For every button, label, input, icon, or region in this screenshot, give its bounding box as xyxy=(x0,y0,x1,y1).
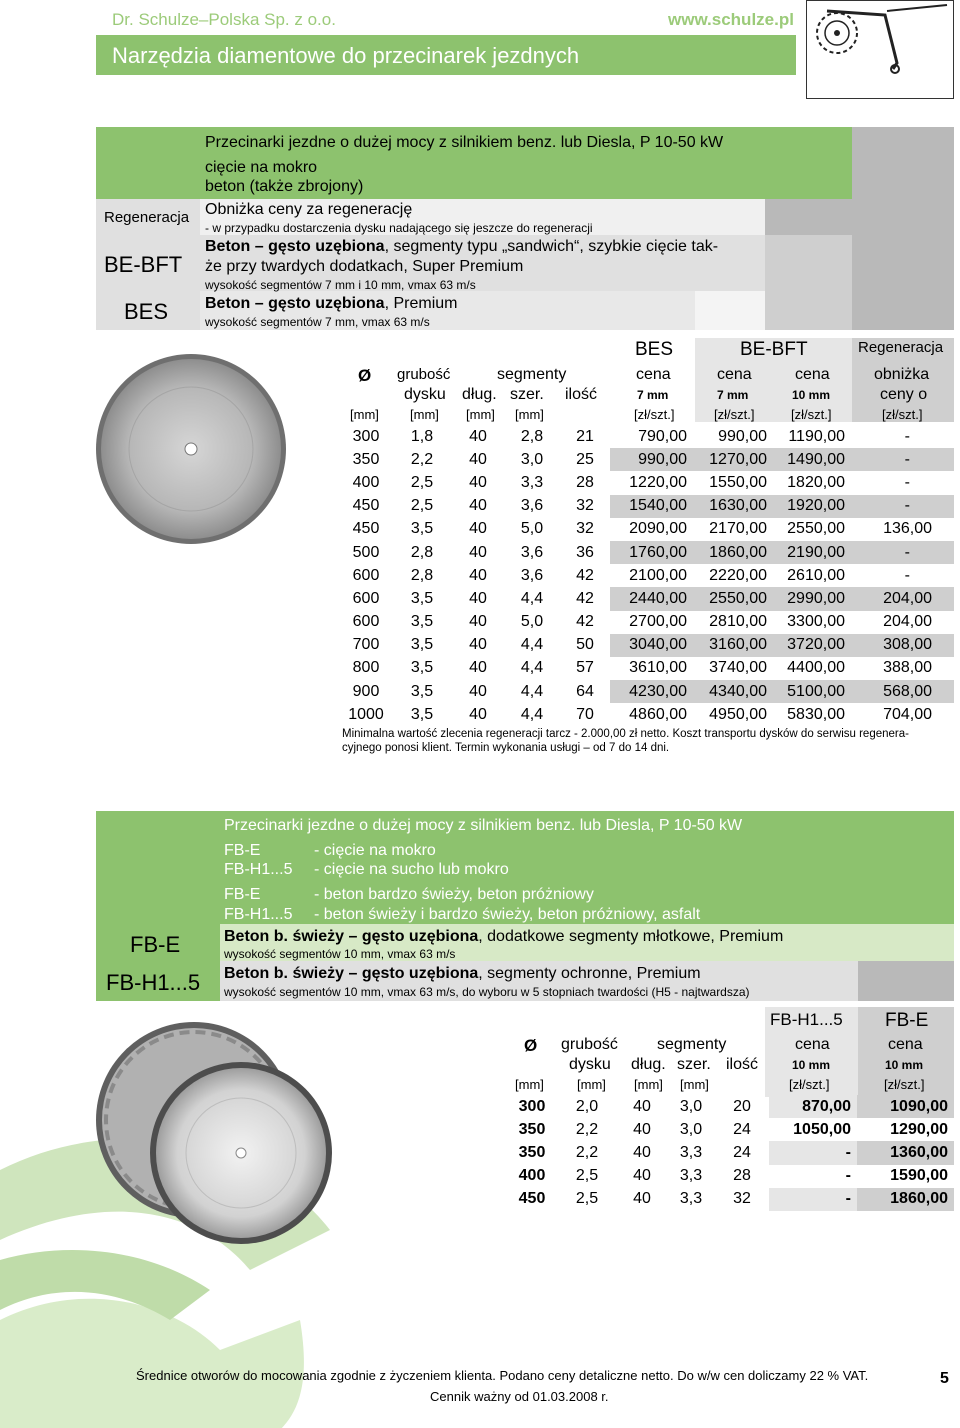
price-table-fb xyxy=(507,1095,954,1211)
website-link[interactable]: www.schulze.pl xyxy=(668,10,794,29)
table-cell: 3,5 xyxy=(410,520,434,538)
table-cell: 2170,00 xyxy=(709,520,767,538)
table-cell: 21 xyxy=(576,427,594,445)
bes-spec: wysokość segmentów 7 mm, vmax 63 m/s xyxy=(205,315,430,329)
fbh-title-rest: , segmenty ochronne, Premium xyxy=(478,965,701,982)
th2-len: dług. xyxy=(631,1056,666,1073)
table-cell: 308,00 xyxy=(851,634,954,657)
table-cell: 40 xyxy=(469,450,487,468)
section2-intro: Przecinarki jezdne o dużej mocy z silnikiem benz. lub Diesla, P 10-50 kW xyxy=(224,817,743,834)
table-cell: 3610,00 xyxy=(629,659,687,677)
table-cell: 2090,00 xyxy=(629,520,687,538)
bebft-title-line2: że przy twardych dodatkach, Super Premium xyxy=(205,258,524,275)
table-row xyxy=(340,448,954,471)
th2-wid: szer. xyxy=(677,1056,711,1073)
table-row xyxy=(340,564,954,587)
table-cell: 4950,00 xyxy=(709,705,767,723)
table-cell: 1540,00 xyxy=(610,495,693,518)
saw-logo-icon xyxy=(806,0,954,99)
table-cell: 3,3 xyxy=(679,1143,703,1161)
table-cell: 5,0 xyxy=(520,520,544,538)
table-cell: 2,5 xyxy=(410,473,434,491)
bebft-title-rest: , segmenty typu „sandwich“, szybkie cięcie tak- xyxy=(384,238,719,255)
table-cell: 450 xyxy=(352,497,380,515)
table-cell: 4230,00 xyxy=(610,680,693,703)
table-cell: 2,8 xyxy=(410,566,434,584)
table-cell: 136,00 xyxy=(883,520,932,538)
table-cell: 40 xyxy=(469,682,487,700)
table-cell: 2610,00 xyxy=(787,566,845,584)
table-cell: 40 xyxy=(469,705,487,723)
unit-thick: [mm] xyxy=(410,407,439,422)
table-row xyxy=(340,425,954,448)
price-table-bes-bebft xyxy=(340,425,954,726)
table-cell: 40 xyxy=(469,497,487,515)
table-cell: 32 xyxy=(733,1190,751,1208)
table-cell: 28 xyxy=(576,473,594,491)
table-cell: 1550,00 xyxy=(709,473,767,491)
table-cell: 3300,00 xyxy=(787,613,845,631)
table-row xyxy=(507,1165,954,1188)
table-cell: 3,6 xyxy=(520,497,544,515)
table-cell: 600 xyxy=(352,589,380,607)
footer-note: Średnice otworów do mocowania zgodnie z życzeniem klienta. Podano ceny detaliczne netto. Do w/w cen doliczamy 22 % VAT. xyxy=(136,1368,869,1383)
table-cell: 1630,00 xyxy=(693,495,773,518)
th2-price-fbe: cena xyxy=(888,1036,923,1053)
th-qty: ilość xyxy=(565,386,598,403)
table-cell: 20 xyxy=(733,1097,751,1115)
company-name: Dr. Schulze–Polska Sp. z o.o. xyxy=(112,10,336,29)
table-cell: 24 xyxy=(733,1143,751,1161)
table-cell: 40 xyxy=(469,473,487,491)
th2-thick1: grubość xyxy=(561,1036,618,1053)
bebft-title xyxy=(205,238,718,256)
table-cell: 70 xyxy=(576,705,594,723)
table-row xyxy=(507,1095,954,1118)
table-cell: 4400,00 xyxy=(787,659,845,677)
table-cell: 4,4 xyxy=(520,659,544,677)
regen-footnote-2: cyjnego ponosi klient. Termin wykonania usługi – od 7 do 14 dni. xyxy=(342,742,670,754)
table-cell: 24 xyxy=(733,1120,751,1138)
table-cell: 57 xyxy=(576,659,594,677)
table-cell: 600 xyxy=(352,566,380,584)
table-cell: 4,4 xyxy=(520,636,544,654)
fbe-mat: - beton bardzo świeży, beton próżniowy xyxy=(314,886,594,903)
table-cell: 2,5 xyxy=(575,1190,599,1208)
table-row xyxy=(507,1141,954,1164)
table-cell: - xyxy=(904,566,910,584)
table-cell: 40 xyxy=(469,636,487,654)
fbh-mat: - beton świeży i bardzo świeży, beton próżniowy, asfalt xyxy=(314,906,701,923)
unit-wid: [mm] xyxy=(515,407,544,422)
table-cell: - xyxy=(769,1188,857,1211)
table-cell: 2550,00 xyxy=(693,587,773,610)
table-cell: 3,0 xyxy=(520,450,544,468)
table-cell: 1190,00 xyxy=(788,427,845,445)
table-cell: 4340,00 xyxy=(693,680,773,703)
table-cell: 3,6 xyxy=(520,543,544,561)
table-cell: - xyxy=(851,495,954,518)
table-cell: 704,00 xyxy=(883,705,932,723)
table-cell: 1490,00 xyxy=(773,448,851,471)
section1-right-block xyxy=(852,127,954,330)
table-cell: 204,00 xyxy=(851,587,954,610)
table-cell: 3,3 xyxy=(679,1167,703,1185)
table-cell: 40 xyxy=(469,566,487,584)
table-cell: 40 xyxy=(469,543,487,561)
table-cell: 40 xyxy=(633,1190,651,1208)
table-cell: 3,6 xyxy=(520,566,544,584)
unit-price-a: [zł/szt.] xyxy=(714,407,755,422)
regen-label: Regeneracja xyxy=(104,209,190,226)
table-cell: 2,0 xyxy=(575,1097,599,1115)
fbe-use: - cięcie na mokro xyxy=(314,842,436,859)
table-cell: 1820,00 xyxy=(787,473,845,491)
table-cell: 1860,00 xyxy=(857,1188,954,1211)
table-cell: 4,4 xyxy=(520,682,544,700)
th2-thick2: dysku xyxy=(569,1056,611,1073)
table-cell: 64 xyxy=(576,682,594,700)
fbh-title-bold: Beton b. świeży – gęsto uzębiona xyxy=(224,965,479,982)
table-cell: 568,00 xyxy=(851,680,954,703)
unit2-price-fbe: [zł/szt.] xyxy=(884,1077,925,1092)
th-7mm-bes: 7 mm xyxy=(637,388,669,402)
table-cell: 3,5 xyxy=(410,659,434,677)
bes-title xyxy=(205,295,457,313)
fb-blade-image-front xyxy=(148,1060,334,1246)
table-cell: 450 xyxy=(352,520,380,538)
th2-seg: segmenty xyxy=(657,1036,727,1053)
unit2-len: [mm] xyxy=(634,1077,663,1092)
table-cell: 3,0 xyxy=(679,1097,703,1115)
unit-reduce: [zł/szt.] xyxy=(882,407,923,422)
th-10mm-b: 10 mm xyxy=(792,388,831,402)
th-thick1: grubość xyxy=(397,366,451,383)
group-fbh: FB-H1...5 xyxy=(770,1010,843,1029)
table-cell: 1220,00 xyxy=(629,473,687,491)
table-row xyxy=(507,1188,954,1211)
table-row xyxy=(340,587,954,610)
fbe-code-1: FB-E xyxy=(224,842,261,859)
regen-title: Obniżka ceny za regenerację xyxy=(205,201,413,218)
bebft-right-bg xyxy=(765,235,852,330)
table-cell: 36 xyxy=(576,543,594,561)
unit2-price-fbh: [zł/szt.] xyxy=(789,1077,830,1092)
table-row xyxy=(340,703,954,726)
th-seg: segmenty xyxy=(497,366,567,383)
unit-price-b: [zł/szt.] xyxy=(791,407,832,422)
page-title: Narzędzia diamentowe do przecinarek jezdnych xyxy=(112,43,580,68)
table-cell: 2,5 xyxy=(410,497,434,515)
table-cell: 1290,00 xyxy=(890,1120,948,1138)
table-cell: 3,5 xyxy=(410,682,434,700)
table-row xyxy=(340,657,954,680)
table-cell: 3160,00 xyxy=(693,634,773,657)
th2-10mm-fbe: 10 mm xyxy=(885,1058,924,1072)
table-cell: 4,4 xyxy=(520,705,544,723)
table-cell: 40 xyxy=(633,1143,651,1161)
table-cell: 32 xyxy=(576,497,594,515)
table-cell: 3740,00 xyxy=(709,659,767,677)
table-cell: 1360,00 xyxy=(857,1141,954,1164)
table-cell: 350 xyxy=(352,450,380,468)
regen-right-bg xyxy=(765,199,852,235)
table-cell: 40 xyxy=(633,1167,651,1185)
table-cell: 3,3 xyxy=(679,1190,703,1208)
section1-intro-2: cięcie na mokro xyxy=(205,159,318,176)
table-cell: 28 xyxy=(733,1167,751,1185)
table-cell: 2700,00 xyxy=(629,613,687,631)
table-cell: 40 xyxy=(633,1120,651,1138)
table-cell: 2190,00 xyxy=(773,541,851,564)
table-cell: 5100,00 xyxy=(773,680,851,703)
table-cell: 40 xyxy=(469,659,487,677)
table-cell: 2,2 xyxy=(575,1120,599,1138)
table-cell: 1270,00 xyxy=(693,448,773,471)
bes-title-rest: , Premium xyxy=(384,295,458,312)
fbe-code-2: FB-E xyxy=(224,886,261,903)
table-cell: 900 xyxy=(352,682,380,700)
footer-valid: Cennik ważny od 01.03.2008 r. xyxy=(430,1389,609,1404)
table-cell: 990,00 xyxy=(610,448,693,471)
fbe-title-bold: Beton b. świeży – gęsto uzębiona xyxy=(224,928,479,945)
table-cell: 2,2 xyxy=(575,1143,599,1161)
fbe-label: FB-E xyxy=(130,932,181,957)
table-cell: 3,0 xyxy=(679,1120,703,1138)
table-cell: 1090,00 xyxy=(857,1095,954,1118)
table-cell: 700 xyxy=(352,636,380,654)
th-reduce1: obniżka xyxy=(874,366,930,383)
table-cell: 1590,00 xyxy=(890,1167,948,1185)
th-7mm-a: 7 mm xyxy=(717,388,749,402)
th2-10mm-fbh: 10 mm xyxy=(792,1058,831,1072)
table-cell: 2,2 xyxy=(410,450,434,468)
table-cell: 1,8 xyxy=(410,427,434,445)
th-reduce2: ceny o xyxy=(880,386,928,403)
table-cell: 1760,00 xyxy=(610,541,693,564)
table-cell: 42 xyxy=(576,613,594,631)
table-cell: 500 xyxy=(352,543,380,561)
section1-intro-1: Przecinarki jezdne o dużej mocy z silnikiem benz. lub Diesla, P 10-50 kW xyxy=(205,134,724,151)
bes-label: BES xyxy=(124,299,169,324)
fbe-spec: wysokość segmentów 10 mm, vmax 63 m/s xyxy=(224,947,456,961)
table-cell: 870,00 xyxy=(769,1095,857,1118)
table-row xyxy=(340,680,954,703)
table-cell: 450 xyxy=(518,1190,546,1208)
table-cell: - xyxy=(904,473,910,491)
table-cell: 1050,00 xyxy=(793,1120,851,1138)
unit2-thick: [mm] xyxy=(577,1077,606,1092)
table-cell: 3,5 xyxy=(410,636,434,654)
fbh-title xyxy=(224,965,701,983)
table-cell: 4,4 xyxy=(520,589,544,607)
table-cell: 2100,00 xyxy=(629,566,687,584)
table-row xyxy=(340,518,954,541)
th-wid: szer. xyxy=(510,386,544,403)
table-cell: 3,5 xyxy=(410,613,434,631)
table-row xyxy=(507,1118,954,1141)
fbh-label: FB-H1...5 xyxy=(106,970,201,995)
table-cell: 990,00 xyxy=(718,427,767,445)
table-row xyxy=(340,471,954,494)
table-cell: 300 xyxy=(352,427,380,445)
group-fbe: FB-E xyxy=(885,1010,929,1031)
section1-intro-3: beton (także zbrojony) xyxy=(205,178,364,195)
th-dia: Ø xyxy=(358,366,372,385)
table-cell: 40 xyxy=(633,1097,651,1115)
fbh-spec: wysokość segmentów 10 mm, vmax 63 m/s, do wyboru w 5 stopniach twardości (H5 - najtwardsza) xyxy=(224,985,750,999)
table-cell: 350 xyxy=(518,1120,546,1138)
table-row xyxy=(340,541,954,564)
group-bebft: BE-BFT xyxy=(740,339,808,360)
regen-footnote-1: Minimalna wartość zlecenia regeneracji tarcz - 2.000,00 zł netto. Koszt transportu dysków do serwisu regenera- xyxy=(342,728,909,740)
table-cell: 40 xyxy=(469,520,487,538)
bes-title-bold: Beton – gęsto uzębiona xyxy=(205,295,385,312)
table-cell: - xyxy=(851,448,954,471)
table-cell: 2440,00 xyxy=(610,587,693,610)
table-cell: 3720,00 xyxy=(773,634,851,657)
table-cell: 32 xyxy=(576,520,594,538)
table-cell: 40 xyxy=(469,613,487,631)
fbe-title-rest: , dodatkowe segmenty młotkowe, Premium xyxy=(478,928,784,945)
table-cell: 5,0 xyxy=(520,613,544,631)
table-cell: 2990,00 xyxy=(773,587,851,610)
table-cell: 42 xyxy=(576,589,594,607)
unit-price-bes: [zł/szt.] xyxy=(634,407,675,422)
table-row xyxy=(340,634,954,657)
table-cell: 1000 xyxy=(348,705,384,723)
th-price-a: cena xyxy=(717,366,752,383)
regen-desc: - w przypadku dostarczenia dysku nadającego się jeszcze do regeneracji xyxy=(205,221,593,235)
group-bes: BES xyxy=(635,339,674,360)
unit-dia: [mm] xyxy=(350,407,379,422)
th-thick2: dysku xyxy=(404,386,446,403)
table-cell: - xyxy=(769,1141,857,1164)
fbh-code-2: FB-H1...5 xyxy=(224,906,293,923)
bebft-title-bold: Beton – gęsto uzębiona xyxy=(205,238,385,255)
bebft-label: BE-BFT xyxy=(104,252,183,277)
fbe-title xyxy=(224,928,783,946)
table-cell: 2,8 xyxy=(410,543,434,561)
table-cell: 300 xyxy=(518,1097,546,1115)
table-cell: 25 xyxy=(576,450,594,468)
table-cell: 4860,00 xyxy=(629,705,687,723)
footer-page-number: 5 xyxy=(940,1370,949,1387)
table-cell: 2,8 xyxy=(520,427,544,445)
table-cell: 2810,00 xyxy=(709,613,767,631)
th2-dia: Ø xyxy=(524,1036,538,1055)
diamond-blade-image xyxy=(94,352,288,546)
table-cell: 42 xyxy=(576,566,594,584)
table-cell: 40 xyxy=(469,427,487,445)
table-cell: 204,00 xyxy=(883,613,932,631)
th-price-b: cena xyxy=(795,366,830,383)
bes-right-bg xyxy=(695,291,765,330)
table-cell: 3,5 xyxy=(410,705,434,723)
unit2-dia: [mm] xyxy=(515,1077,544,1092)
fbh-use: - cięcie na sucho lub mokro xyxy=(314,861,509,878)
table-cell: 790,00 xyxy=(638,427,687,445)
table-row xyxy=(340,495,954,518)
table-cell: 350 xyxy=(518,1143,546,1161)
table-cell: 50 xyxy=(576,636,594,654)
th2-qty: ilość xyxy=(726,1056,759,1073)
table-cell: 3,5 xyxy=(410,589,434,607)
table-cell: 2550,00 xyxy=(787,520,845,538)
table-cell: 5830,00 xyxy=(787,705,845,723)
th2-price-fbh: cena xyxy=(795,1036,830,1053)
table-cell: 40 xyxy=(469,589,487,607)
table-cell: 3,3 xyxy=(520,473,544,491)
unit-len: [mm] xyxy=(466,407,495,422)
table-cell: 2220,00 xyxy=(709,566,767,584)
fbh-code-1: FB-H1...5 xyxy=(224,861,293,878)
table-cell: - xyxy=(851,541,954,564)
table-row xyxy=(340,611,954,634)
unit2-wid: [mm] xyxy=(680,1077,709,1092)
table-cell: 600 xyxy=(352,613,380,631)
bebft-spec: wysokość segmentów 7 mm i 10 mm, vmax 63 m/s xyxy=(205,278,476,292)
table-cell: 400 xyxy=(352,473,380,491)
table-cell: 1920,00 xyxy=(773,495,851,518)
table-cell: 1860,00 xyxy=(693,541,773,564)
table-cell: - xyxy=(904,427,910,445)
table-cell: 400 xyxy=(518,1167,546,1185)
table-cell: - xyxy=(845,1167,851,1185)
table-cell: 800 xyxy=(352,659,380,677)
th-len: dług. xyxy=(462,386,497,403)
table-cell: 3040,00 xyxy=(610,634,693,657)
th-price-bes: cena xyxy=(636,366,671,383)
table-cell: 2,5 xyxy=(575,1167,599,1185)
group-regen: Regeneracja xyxy=(858,339,944,356)
table-cell: 388,00 xyxy=(883,659,932,677)
section2-right-bg xyxy=(858,961,954,1001)
